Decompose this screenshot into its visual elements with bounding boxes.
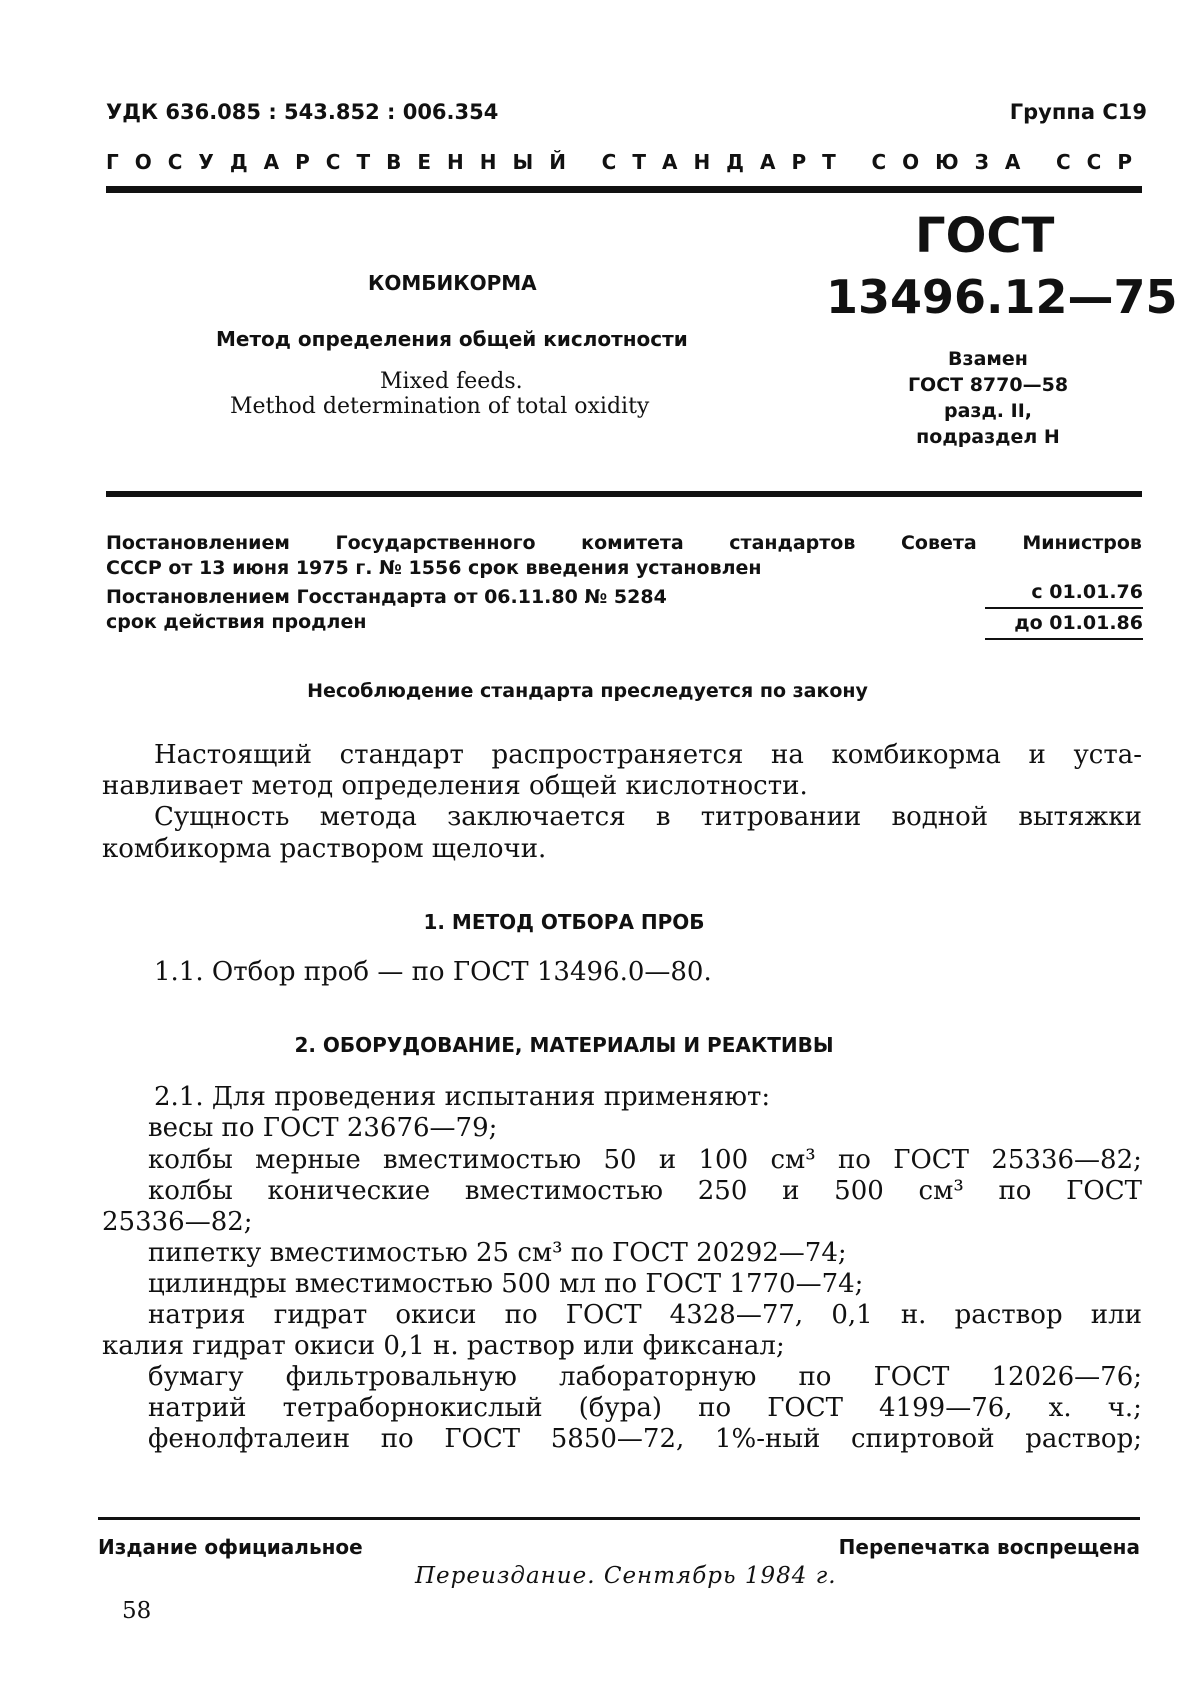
word: 50 <box>603 1145 637 1175</box>
word: натрия <box>148 1300 246 1330</box>
list-item-phenolphthalein <box>148 1424 1142 1454</box>
word: вместимостью <box>464 1176 664 1206</box>
word: 4328—77, <box>669 1300 804 1330</box>
intro-p2-line-2: комбикорма раствором щелочи. <box>102 834 547 864</box>
word: метода <box>319 802 417 832</box>
word: по <box>504 1300 538 1330</box>
title-rule <box>106 491 1142 497</box>
intro-p2-line-1 <box>102 802 1142 832</box>
word: колбы <box>148 1176 233 1206</box>
word: окиси <box>395 1300 477 1330</box>
word: и <box>782 1176 800 1206</box>
word: вместимостью <box>383 1145 582 1175</box>
word: см³ <box>770 1145 816 1175</box>
list-item-scales: весы по ГОСТ 23676—79; <box>148 1113 498 1143</box>
decree-line-3: Постановлением Госстандарта от 06.11.80 № 5284 <box>106 586 667 608</box>
word: по <box>798 1362 832 1392</box>
word: 100 <box>698 1145 749 1175</box>
list-item-koh: калия гидрат окиси 0,1 н. раствор или фиксанал; <box>102 1331 785 1361</box>
word: по <box>998 1176 1032 1206</box>
word: раствор <box>954 1300 1063 1330</box>
word: фильтровальную <box>285 1362 517 1392</box>
replaces-line: подраздел Н <box>916 426 1060 448</box>
word: фенолфталеин <box>148 1424 351 1454</box>
group-code: Группа С19 <box>1009 100 1147 124</box>
word: водной <box>891 802 989 832</box>
word: гидрат <box>273 1300 368 1330</box>
gost-number: 13496.12—75 <box>826 270 1178 324</box>
replaces-line: ГОСТ 8770—58 <box>907 374 1069 396</box>
decree-word: Постановлением <box>106 532 290 554</box>
word: Сущность <box>154 802 290 832</box>
word: см³ <box>918 1176 964 1206</box>
word: 5850—72, <box>550 1424 685 1454</box>
word: по <box>380 1424 414 1454</box>
word: лабораторную <box>558 1362 757 1392</box>
word: натрий <box>148 1393 247 1423</box>
word: 1%-ный <box>714 1424 821 1454</box>
word: ГОСТ <box>893 1145 970 1175</box>
reprint-ban-note: Перепечатка воспрещена <box>838 1535 1140 1559</box>
list-item-pipette: пипетку вместимостью 25 см³ по ГОСТ 20292—74; <box>148 1238 847 1268</box>
word: н. <box>900 1300 927 1330</box>
list-item-borax <box>148 1393 1142 1423</box>
word: по <box>698 1393 732 1423</box>
word: вытяжки <box>1018 802 1142 832</box>
word: раствор; <box>1025 1424 1142 1454</box>
section-2-heading: 2. ОБОРУДОВАНИЕ, МАТЕРИАЛЫ И РЕАКТИВЫ <box>294 1033 834 1057</box>
list-item-measuring-flasks <box>148 1145 1142 1175</box>
gost-label: ГОСТ <box>915 208 1055 264</box>
list-item-cylinders: цилиндры вместимостью 500 мл по ГОСТ 1770—74; <box>148 1269 864 1299</box>
word: ГОСТ <box>767 1393 843 1423</box>
item-2-1-intro: 2.1. Для проведения испытания применяют: <box>154 1082 771 1112</box>
date-underline <box>985 607 1143 609</box>
english-title-2: Method determination of total oxidity <box>230 394 650 419</box>
word: 4199—76, <box>879 1393 1013 1423</box>
replaces-block <box>888 346 1088 450</box>
word: колбы <box>148 1145 233 1175</box>
word: на <box>771 740 804 770</box>
decree-line-2: СССР от 13 июня 1975 г. № 1556 срок введения установлен <box>106 557 762 579</box>
item-1-1: 1.1. Отбор проб — по ГОСТ 13496.0—80. <box>154 957 712 987</box>
word: ГОСТ <box>1066 1176 1142 1206</box>
law-notice: Несоблюдение стандарта преследуется по закону <box>307 680 868 702</box>
word: ГОСТ <box>873 1362 950 1392</box>
word: титровании <box>700 802 862 832</box>
document-title: КОМБИКОРМА <box>368 271 537 295</box>
intro-p1-line-2: навливает метод определения общей кислотности. <box>102 771 808 801</box>
word: в <box>655 802 671 832</box>
header-rule <box>106 186 1142 193</box>
section-1-heading: 1. МЕТОД ОТБОРА ПРОБ <box>423 910 705 934</box>
word: 25336—82; <box>991 1145 1142 1175</box>
word: ГОСТ <box>565 1300 642 1330</box>
word: 250 <box>697 1176 748 1206</box>
reprint-date: Переиздание. Сентябрь 1984 г. <box>415 1563 837 1589</box>
word: Настоящий <box>154 740 313 770</box>
word: х. <box>1048 1393 1072 1423</box>
word: уста- <box>1073 740 1142 770</box>
intro-p1-line-1 <box>102 740 1142 770</box>
list-item-filter-paper <box>148 1362 1142 1392</box>
word: и <box>658 1145 677 1175</box>
word: тетраборнокислый <box>282 1393 543 1423</box>
word: 12026—76; <box>991 1362 1142 1392</box>
page-number: 58 <box>122 1598 152 1624</box>
replaces-line: разд. II, <box>944 400 1032 422</box>
word: по <box>837 1145 871 1175</box>
word: распространяется <box>491 740 744 770</box>
word: заключается <box>447 802 626 832</box>
banner-word: ССР <box>1055 150 1148 174</box>
banner-word: СТАНДАРТ <box>601 150 852 174</box>
date-underline <box>985 638 1143 640</box>
word: ч.; <box>1107 1393 1142 1423</box>
list-item-conical-flasks-cont: 25336—82; <box>102 1207 253 1237</box>
list-item-naoh <box>148 1300 1142 1330</box>
udk-code: УДК 636.085 : 543.852 : 006.354 <box>106 100 499 124</box>
banner-word: СОЮЗА <box>871 150 1037 174</box>
footer-rule <box>98 1517 1140 1520</box>
word: конические <box>267 1176 431 1206</box>
word: ГОСТ <box>444 1424 521 1454</box>
decree-word: Совета <box>900 532 977 554</box>
word: 500 <box>834 1176 884 1206</box>
word: бумагу <box>148 1362 244 1392</box>
banner-word: ГОСУДАРСТВЕННЫЙ <box>106 150 582 174</box>
effective-date: с 01.01.76 <box>1031 581 1143 603</box>
replaces-line: Взамен <box>948 348 1028 370</box>
word: и <box>1028 740 1046 770</box>
word: стандарт <box>339 740 464 770</box>
decree-line-4: срок действия продлен <box>106 611 367 633</box>
decree-word: комитета <box>581 532 684 554</box>
extended-until-date: до 01.01.86 <box>1014 612 1143 634</box>
word: (бура) <box>578 1393 663 1423</box>
word: комбикорма <box>831 740 1001 770</box>
english-title-1: Mixed feeds. <box>380 369 523 394</box>
word: или <box>1090 1300 1142 1330</box>
word: спиртовой <box>851 1424 995 1454</box>
word: 0,1 <box>831 1300 873 1330</box>
decree-line-1 <box>106 532 1142 554</box>
decree-word: стандартов <box>729 532 856 554</box>
decree-word: Министров <box>1022 532 1142 554</box>
document-subtitle: Метод определения общей кислотности <box>216 327 688 351</box>
decree-word: Государственного <box>335 532 536 554</box>
state-standard-banner <box>106 150 1148 174</box>
word: мерные <box>255 1145 361 1175</box>
list-item-conical-flasks <box>148 1176 1142 1206</box>
edition-note: Издание официальное <box>98 1535 363 1559</box>
